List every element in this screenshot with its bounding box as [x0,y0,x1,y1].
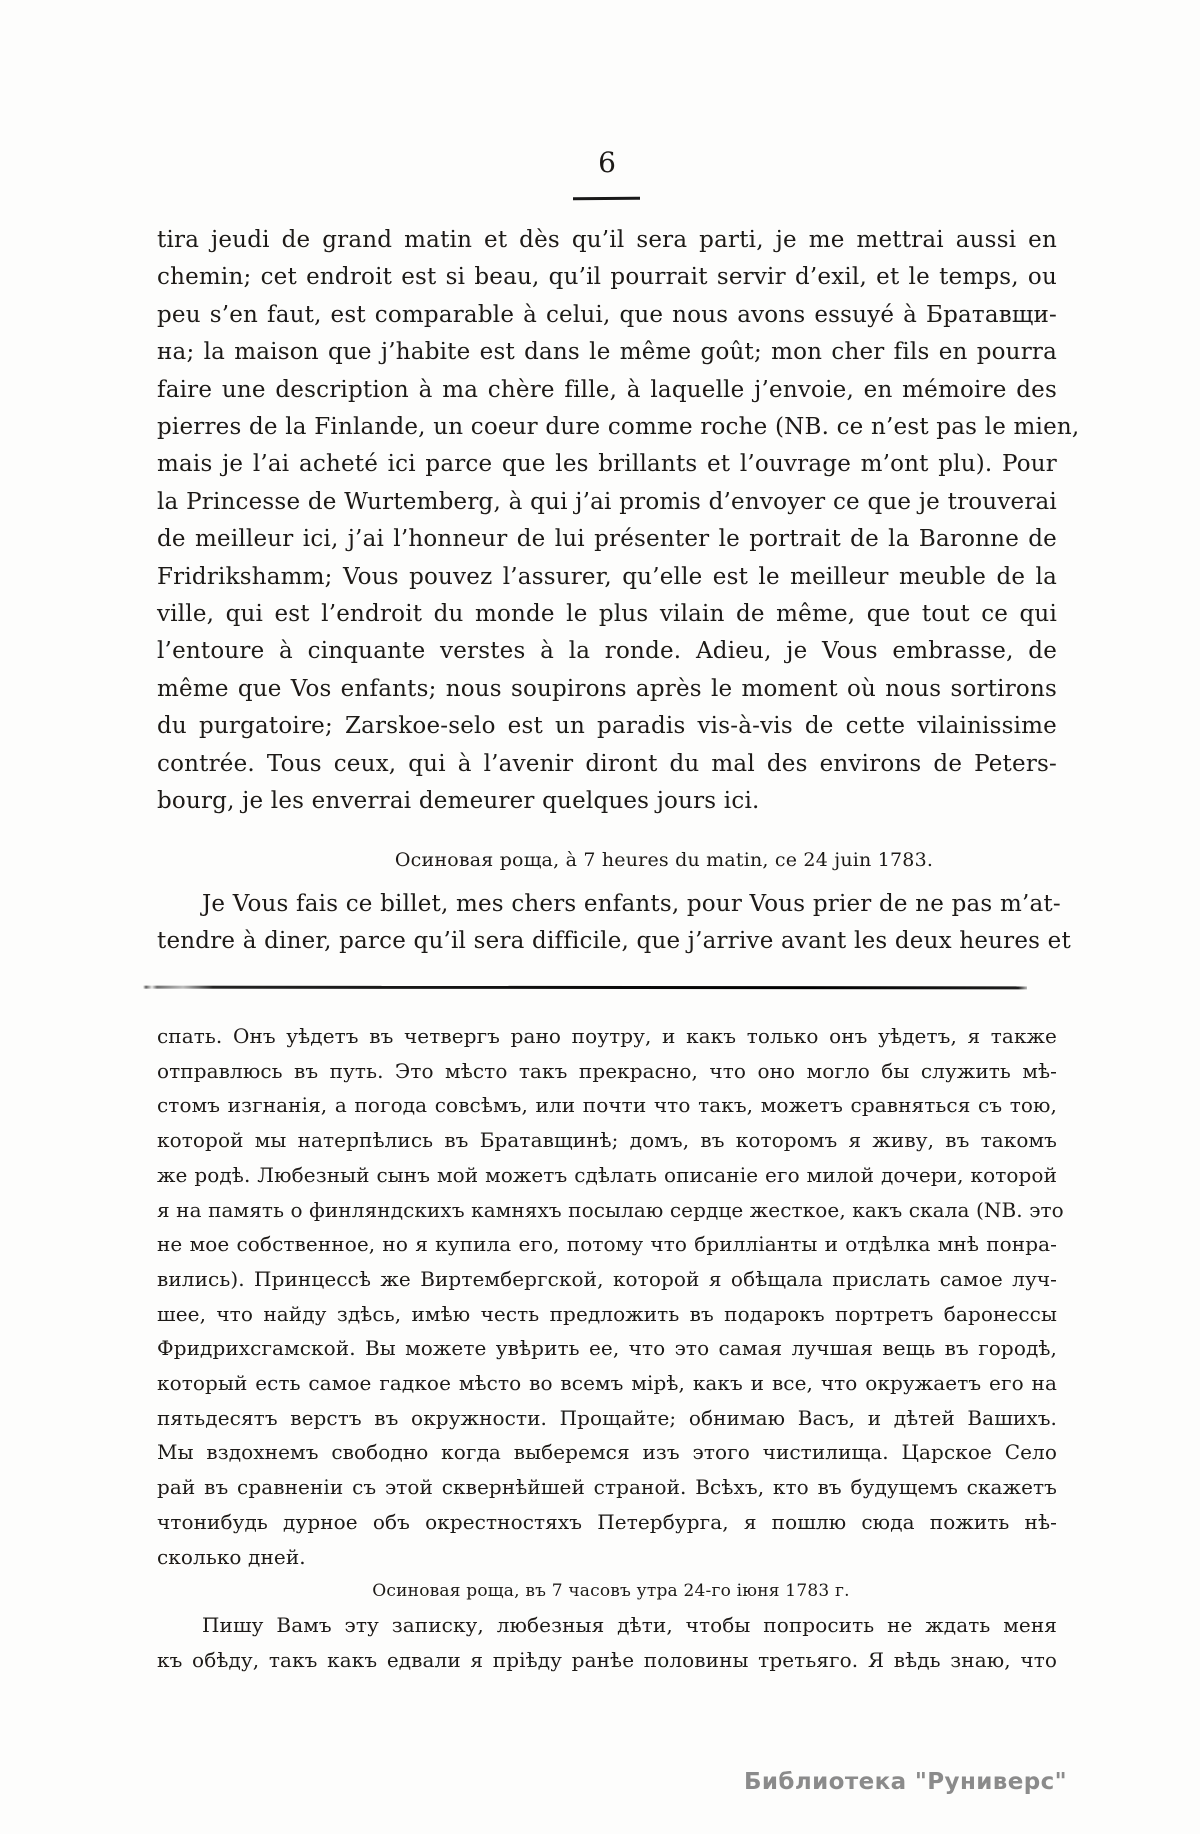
russian-paragraph-2 [157,1608,1057,1677]
russian-paragraph-1 [157,1019,1064,1574]
library-watermark: Библиотека "Руниверс" [743,1769,1067,1795]
text-line: не мое собственное, но я купила его, потому что брилліанты и отдѣлка мнѣ понра- [157,1232,1057,1257]
text-line: который есть самое гадкое мѣсто во всемъ мірѣ, какъ и все, что окружаетъ его на [157,1371,1057,1396]
text-line: Je Vous fais ce billet, mes chers enfants, pour Vous prier de ne pas m’at- [202,891,1061,917]
french-dateline: Осиновая роща, à 7 heures du matin, ce 24 juin 1783. [394,849,934,871]
russian-dateline: Осиновая роща, въ 7 часовъ утра 24-го іюня 1783 г. [372,1581,850,1601]
text-line: tira jeudi de grand matin et dès qu’il sera parti, je me mettrai aussi en [157,227,1057,253]
text-line: которой мы натерпѣлись въ Братавщинѣ; домъ, въ которомъ я живу, въ такомъ [157,1128,1057,1153]
text-line: Мы вздохнемъ свободно когда выберемся изъ этого чистилища. Царское Село [157,1440,1057,1465]
text-line: l’entoure à cinquante verstes à la ronde. Adieu, je Vous embrasse, de [157,638,1057,665]
text-line: la Princesse de Wurtemberg, à qui j’ai promis d’envoyer ce que je trouverai [157,488,1057,515]
text-line: къ обѣду, такъ какъ едвали я пріѣду ранѣе половины третьяго. Я вѣдь знаю, что [157,1647,1057,1672]
text-line: Фридрихсгамской. Вы можете увѣрить ее, что это самая лучшая вещь въ городѣ, [157,1336,1057,1361]
text-line: tendre à diner, parce qu’il sera difficile, que j’arrive avant les deux heures et [157,928,1071,955]
footnote-divider [143,986,1027,989]
page-number-rule [573,197,640,200]
text-line: сколько дней. [157,1544,306,1569]
text-line: mais je l’ai acheté ici parce que les brillants et l’ouvrage m’ont plu). Pour [157,451,1057,478]
text-line: ville, qui est l’endroit du monde le plus vilain de même, que tout ce qui [157,601,1057,628]
text-line: pierres de la Finlande, un coeur dure comme roche (NB. ce n’est pas le mien, [157,414,1080,441]
text-line: peu s’en faut, est comparable à celui, que nous avons essuyé à Братавщи- [157,301,1057,328]
text-line: пятьдесятъ верстъ въ окружности. Прощайте; обнимаю Васъ, и дѣтей Вашихъ. [157,1405,1057,1430]
text-line: стомъ изгнанія, а погода совсѣмъ, или почти что такъ, можетъ сравняться съ тою, [157,1093,1057,1118]
text-line: отправлюсь въ путь. Это мѣсто такъ прекрасно, что оно могло бы служить мѣ- [157,1058,1057,1083]
text-line: contrée. Tous ceux, qui à l’avenir diront du mal des environs de Peters- [157,750,1057,777]
text-line: я на память о финляндскихъ камняхъ посылаю сердце жесткое, какъ скала (NB. это [157,1197,1064,1222]
text-line: на; la maison que j’habite est dans le même goût; mon cher fils en pourra [157,339,1057,366]
text-line: bourg, je les enverrai demeurer quelques jours ici. [157,788,760,815]
text-line: Fridrikshamm; Vous pouvez l’assurer, qu’elle est le meilleur meuble de la [157,563,1057,590]
text-line: чтонибудь дурное объ окрестностяхъ Петербурга, я пошлю сюда пожить нѣ- [157,1509,1057,1534]
french-paragraph-2 [157,886,1071,961]
french-paragraph-1 [157,222,1080,821]
text-line: рай въ сравненіи съ этой сквернѣйшей страной. Всѣхъ, кто въ будущемъ скажетъ [157,1475,1057,1500]
page-number: 6 [598,146,616,179]
text-line: спать. Онъ уѣдетъ въ четвергъ рано поутру, и какъ только онъ уѣдетъ, я также [157,1024,1057,1048]
text-line: de meilleur ici, j’ai l’honneur de lui présenter le portrait de la Baronne de [157,526,1057,553]
text-line: шее, что найду здѣсь, имѣю честь предложить въ подарокъ портретъ баронессы [157,1301,1057,1326]
text-line: же родѣ. Любезный сынъ мой можетъ сдѣлать описаніе его милой дочери, которой [157,1162,1057,1187]
text-line: même que Vos enfants; nous soupirons après le moment où nous sortirons [157,675,1057,702]
text-line: du purgatoire; Zarskoe-selo est un paradis vis-à-vis de cette vilainissime [157,713,1057,740]
text-line: faire une description à ma chère fille, à laquelle j’envoie, en mémoire des [157,376,1057,403]
text-line: chemin; cet endroit est si beau, qu’il pourrait servir d’exil, et le temps, ou [157,264,1057,291]
text-line: Пишу Вамъ эту записку, любезныя дѣти, чтобы попросить не ждать меня [202,1613,1057,1637]
text-line: вились). Принцессѣ же Виртембергской, которой я обѣщала прислать самое луч- [157,1266,1057,1291]
